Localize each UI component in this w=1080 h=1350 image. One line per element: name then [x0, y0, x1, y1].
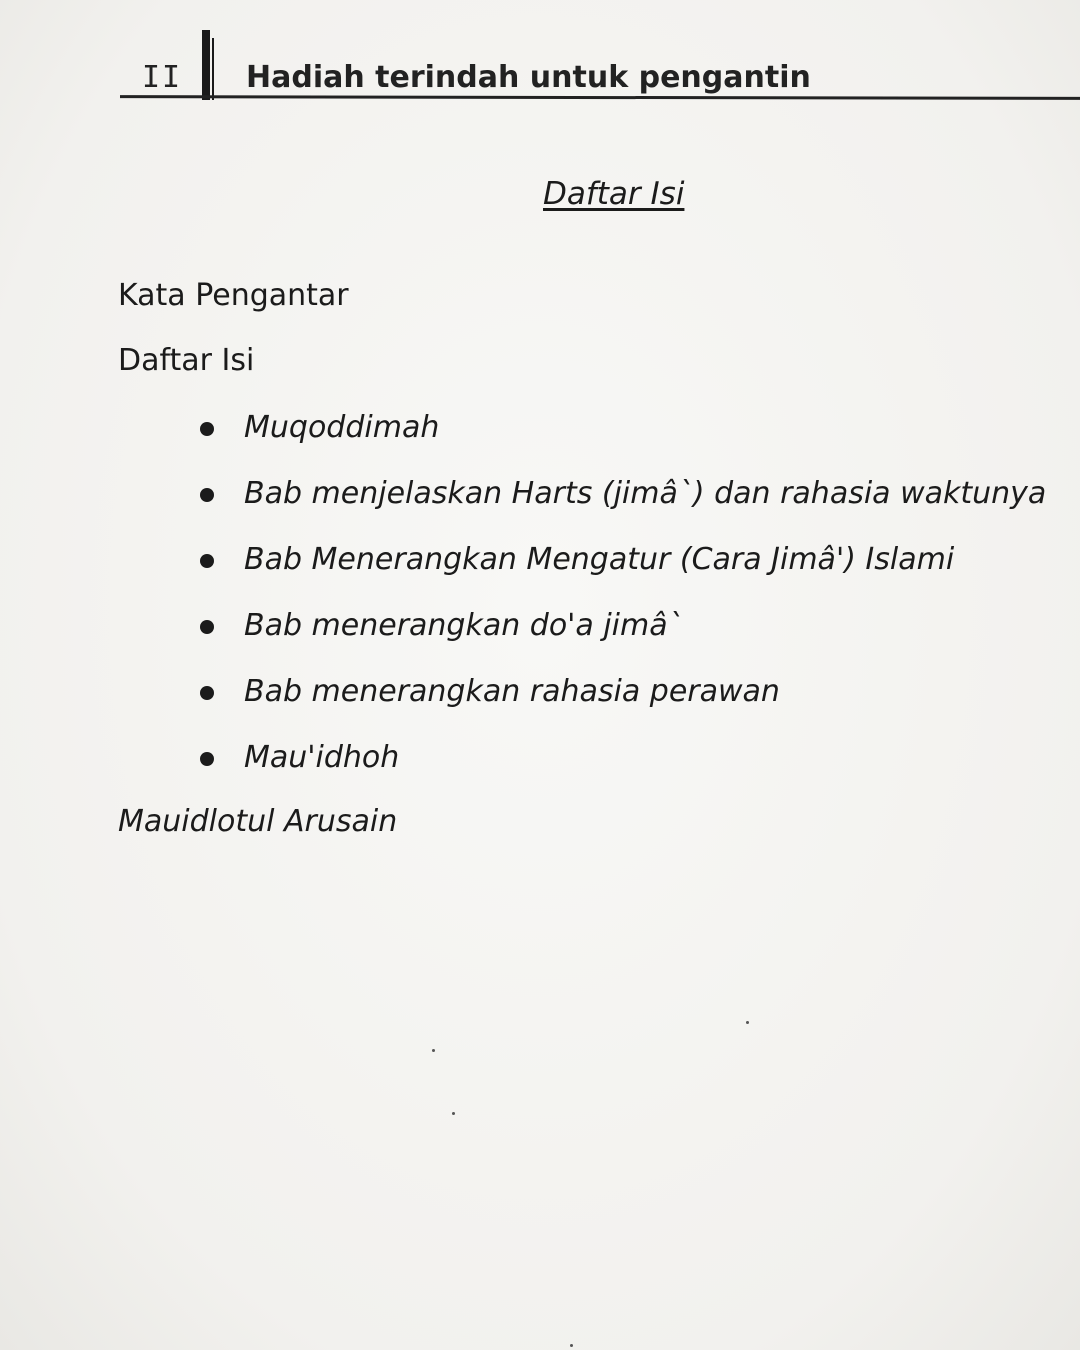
bullet-icon — [200, 752, 214, 766]
toc-entry-daftar-isi: Daftar Isi — [118, 343, 255, 378]
toc-entry-closing: Mauidlotul Arusain — [118, 804, 398, 839]
paper-speck — [746, 1021, 749, 1024]
book-title: Hadiah terindah untuk pengantin — [246, 60, 811, 95]
list-item — [196, 404, 1056, 470]
list-item-label: Bab menerangkan do'a jimâ` — [244, 608, 683, 643]
list-item-label: Bab menerangkan rahasia perawan — [244, 674, 780, 709]
list-item-label: Mau'idhoh — [244, 740, 400, 775]
header-divider-bar — [202, 30, 210, 100]
list-item — [196, 470, 1056, 536]
list-item — [196, 536, 1056, 602]
bullet-icon — [200, 620, 214, 634]
list-item — [196, 602, 1056, 668]
toc-heading: Daftar Isi — [543, 176, 685, 212]
toc-bullet-list — [196, 404, 1056, 800]
list-item — [196, 734, 1056, 800]
page-number: II — [142, 60, 183, 95]
toc-entry-kata-pengantar: Kata Pengantar — [118, 278, 349, 313]
list-item-label: Bab menjelaskan Harts (jimâ`) dan rahasia waktunya — [244, 476, 1047, 511]
paper-speck — [570, 1344, 573, 1347]
running-header — [120, 28, 1080, 104]
list-item-label: Muqoddimah — [244, 410, 440, 445]
bullet-icon — [200, 422, 214, 436]
bullet-icon — [200, 488, 214, 502]
paper-speck — [452, 1112, 455, 1115]
paper-speck — [432, 1049, 435, 1052]
bullet-icon — [200, 686, 214, 700]
list-item-label: Bab Menerangkan Mengatur (Cara Jimâ') Islami — [244, 542, 955, 577]
list-item — [196, 668, 1056, 734]
header-divider-bar-thin — [212, 38, 214, 100]
header-rule — [120, 95, 1080, 100]
bullet-icon — [200, 554, 214, 568]
